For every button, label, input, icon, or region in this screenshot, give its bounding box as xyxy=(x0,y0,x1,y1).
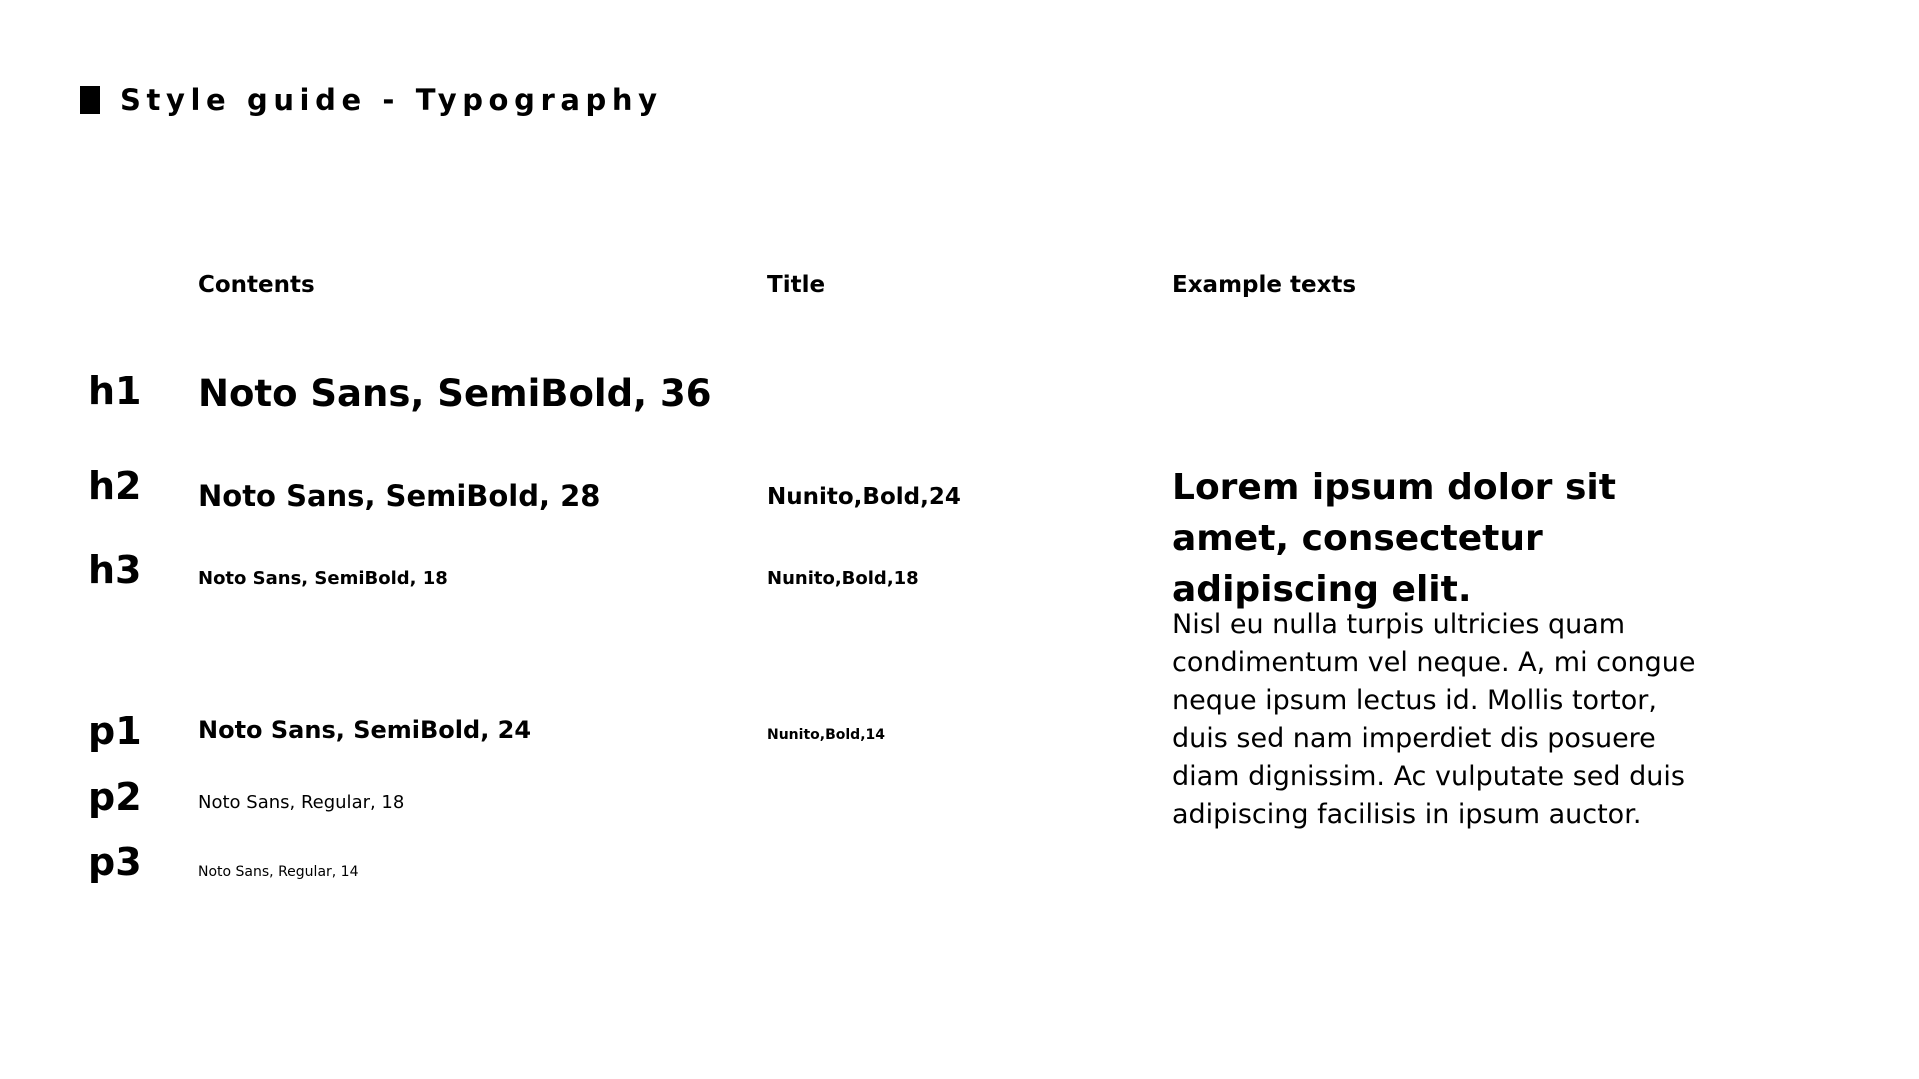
page-title: Style guide - Typography xyxy=(120,83,663,117)
header-marker xyxy=(80,86,100,114)
example-body: Nisl eu nulla turpis ultricies quam condimentum vel neque. A, mi congue neque ipsum lectus id. Mollis tortor, duis sed nam imperdiet dis posuere diam dignissim. Ac vulputate sed duis adipiscing facilisis in ipsum auctor. xyxy=(1172,609,1696,830)
contents-p3: Noto Sans, Regular, 14 xyxy=(198,864,359,880)
contents-h3: Noto Sans, SemiBold, 18 xyxy=(198,568,448,589)
row-label-p1: p1 xyxy=(88,709,142,753)
title-h2: Nunito,Bold,24 xyxy=(767,484,961,510)
example-heading: Lorem ipsum dolor sit amet, consectetur adipiscing elit. xyxy=(1172,467,1616,610)
column-header-example: Example texts xyxy=(1172,272,1357,298)
row-label-h3: h3 xyxy=(88,548,142,592)
title-p1: Nunito,Bold,14 xyxy=(767,727,885,743)
row-label-p2: p2 xyxy=(88,775,142,819)
column-header-title: Title xyxy=(767,272,826,298)
contents-p2: Noto Sans, Regular, 18 xyxy=(198,792,405,813)
row-label-h2: h2 xyxy=(88,464,142,508)
column-header-contents: Contents xyxy=(198,272,315,298)
contents-h1: Noto Sans, SemiBold, 36 xyxy=(198,372,712,415)
row-label-h1: h1 xyxy=(88,369,142,413)
row-label-p3: p3 xyxy=(88,840,142,884)
contents-p1: Noto Sans, SemiBold, 24 xyxy=(198,716,532,744)
contents-h2: Noto Sans, SemiBold, 28 xyxy=(198,479,601,513)
title-h3: Nunito,Bold,18 xyxy=(767,568,919,589)
